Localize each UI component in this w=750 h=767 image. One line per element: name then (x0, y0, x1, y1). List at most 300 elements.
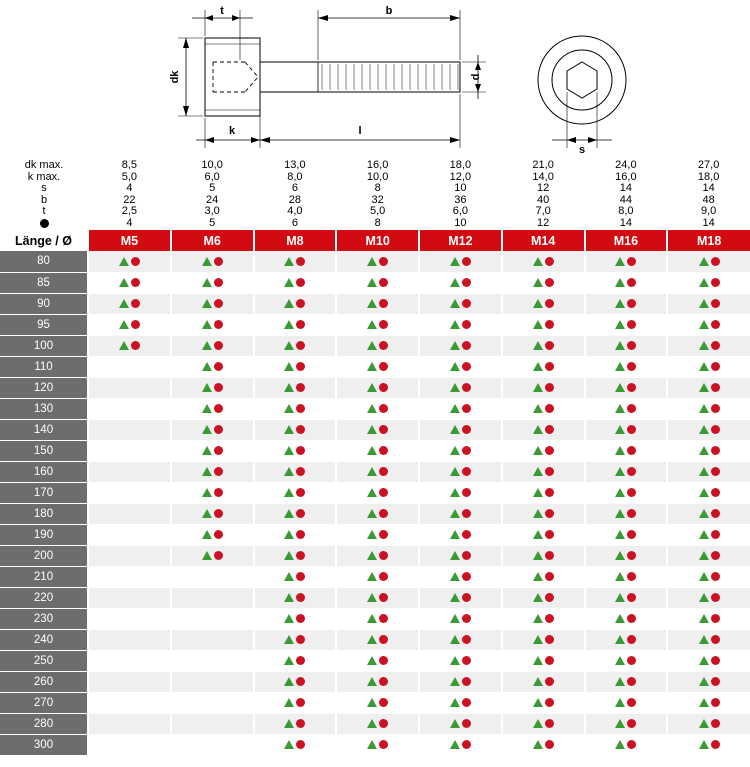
availability-cell[interactable] (667, 545, 750, 566)
dim-label-l: l (358, 125, 362, 137)
availability-cell[interactable] (171, 356, 254, 377)
circle-icon (214, 467, 223, 476)
circle-icon (296, 530, 305, 539)
circle-icon (711, 278, 720, 287)
table-row (0, 650, 750, 671)
availability-cell[interactable] (336, 734, 419, 755)
availability-cell[interactable] (585, 335, 668, 356)
availability-cell[interactable] (88, 335, 171, 356)
availability-cell[interactable] (585, 629, 668, 650)
availability-cell[interactable] (667, 566, 750, 587)
circle-icon (379, 320, 388, 329)
availability-cell[interactable] (88, 692, 171, 713)
table-row (0, 566, 750, 587)
availability-cell[interactable] (667, 272, 750, 293)
availability-cell[interactable] (419, 545, 502, 566)
availability-cell[interactable] (336, 251, 419, 272)
circle-icon (296, 383, 305, 392)
circle-icon (545, 383, 554, 392)
availability-cell[interactable] (171, 734, 254, 755)
triangle-icon (367, 509, 377, 518)
availability-cell[interactable] (585, 251, 668, 272)
availability-cell[interactable] (419, 440, 502, 461)
availability-cell[interactable] (419, 377, 502, 398)
triangle-icon (615, 257, 625, 266)
availability-cell[interactable] (585, 293, 668, 314)
availability-cell[interactable] (254, 671, 337, 692)
circle-icon (462, 488, 471, 497)
availability-cell[interactable] (419, 671, 502, 692)
triangle-icon (699, 467, 709, 476)
availability-cell[interactable] (667, 629, 750, 650)
table-row (0, 461, 750, 482)
triangle-icon (699, 257, 709, 266)
availability-cell[interactable] (336, 671, 419, 692)
availability-cell[interactable] (502, 251, 585, 272)
availability-cell[interactable] (171, 629, 254, 650)
availability-cell[interactable] (667, 734, 750, 755)
availability-cell[interactable] (171, 524, 254, 545)
availability-cell[interactable] (336, 524, 419, 545)
circle-icon (627, 656, 636, 665)
availability-cell[interactable] (502, 524, 585, 545)
availability-cell[interactable] (171, 293, 254, 314)
circle-icon (711, 425, 720, 434)
availability-cell[interactable] (585, 272, 668, 293)
triangle-icon (367, 467, 377, 476)
availability-cell[interactable] (171, 251, 254, 272)
availability-cell[interactable] (254, 356, 337, 377)
availability-cell[interactable] (88, 524, 171, 545)
length-label: 250 (0, 650, 88, 671)
availability-cell[interactable] (667, 419, 750, 440)
circle-icon (462, 425, 471, 434)
availability-cell[interactable] (585, 356, 668, 377)
availability-cell[interactable] (88, 440, 171, 461)
circle-icon (379, 257, 388, 266)
availability-cell[interactable] (88, 629, 171, 650)
availability-cell[interactable] (88, 377, 171, 398)
availability-cell[interactable] (171, 440, 254, 461)
availability-cell[interactable] (88, 545, 171, 566)
availability-cell[interactable] (419, 692, 502, 713)
availability-cell[interactable] (585, 650, 668, 671)
circle-icon (545, 614, 554, 623)
availability-cell[interactable] (667, 251, 750, 272)
triangle-icon (284, 341, 294, 350)
matrix-column-header-m8: M8 (254, 230, 337, 251)
availability-cell[interactable] (502, 734, 585, 755)
triangle-icon (367, 425, 377, 434)
triangle-icon (284, 551, 294, 560)
circle-icon (131, 257, 140, 266)
availability-cell[interactable] (254, 293, 337, 314)
availability-cell[interactable] (254, 419, 337, 440)
availability-cell[interactable] (419, 734, 502, 755)
circle-icon (627, 551, 636, 560)
availability-cell[interactable] (502, 587, 585, 608)
triangle-icon (615, 530, 625, 539)
circle-icon (627, 299, 636, 308)
circle-icon (711, 509, 720, 518)
circle-icon (627, 383, 636, 392)
triangle-icon (533, 425, 543, 434)
triangle-icon (450, 614, 460, 623)
availability-cell[interactable] (171, 545, 254, 566)
circle-icon (214, 341, 223, 350)
availability-cell[interactable] (502, 650, 585, 671)
triangle-icon (533, 509, 543, 518)
availability-cell[interactable] (336, 713, 419, 734)
circle-icon (379, 278, 388, 287)
availability-cell[interactable] (419, 461, 502, 482)
spec-value: 14,0 (532, 170, 554, 183)
availability-cell[interactable] (254, 335, 337, 356)
availability-cell[interactable] (419, 272, 502, 293)
availability-cell[interactable] (171, 335, 254, 356)
availability-cell[interactable] (254, 566, 337, 587)
triangle-icon (202, 530, 212, 539)
availability-cell[interactable] (254, 461, 337, 482)
availability-cell[interactable] (502, 377, 585, 398)
availability-cell[interactable] (171, 692, 254, 713)
availability-cell[interactable] (502, 566, 585, 587)
availability-cell[interactable] (171, 503, 254, 524)
availability-cell[interactable] (667, 671, 750, 692)
availability-cell[interactable] (502, 272, 585, 293)
availability-cell[interactable] (667, 335, 750, 356)
availability-cell[interactable] (667, 608, 750, 629)
availability-cell[interactable] (336, 419, 419, 440)
availability-cell[interactable] (667, 293, 750, 314)
availability-cell[interactable] (419, 629, 502, 650)
triangle-icon (367, 593, 377, 602)
triangle-icon (284, 614, 294, 623)
availability-cell[interactable] (254, 314, 337, 335)
availability-cell[interactable] (171, 314, 254, 335)
availability-cell[interactable] (419, 608, 502, 629)
circle-icon (379, 446, 388, 455)
availability-cell[interactable] (419, 251, 502, 272)
circle-icon (711, 467, 720, 476)
availability-cell[interactable] (585, 482, 668, 503)
availability-cell[interactable] (419, 482, 502, 503)
availability-cell[interactable] (254, 251, 337, 272)
availability-cell[interactable] (419, 503, 502, 524)
availability-cell[interactable] (88, 713, 171, 734)
spec-value: 40 (537, 193, 550, 206)
availability-cell[interactable] (336, 293, 419, 314)
availability-cell[interactable] (336, 440, 419, 461)
availability-cell[interactable] (254, 482, 337, 503)
availability-cell[interactable] (419, 293, 502, 314)
availability-cell[interactable] (88, 251, 171, 272)
availability-cell[interactable] (336, 545, 419, 566)
availability-cell[interactable] (502, 335, 585, 356)
availability-cell[interactable] (419, 419, 502, 440)
availability-cell[interactable] (585, 608, 668, 629)
availability-cell[interactable] (419, 524, 502, 545)
table-row (0, 293, 750, 314)
triangle-icon (615, 719, 625, 728)
availability-cell[interactable] (585, 314, 668, 335)
availability-cell[interactable] (502, 356, 585, 377)
availability-cell[interactable] (336, 482, 419, 503)
availability-cell[interactable] (336, 587, 419, 608)
spec-value: 16,0 (366, 159, 389, 171)
circle-icon (296, 614, 305, 623)
availability-cell[interactable] (171, 608, 254, 629)
availability-cell[interactable] (88, 734, 171, 755)
availability-cell[interactable] (419, 566, 502, 587)
availability-cell[interactable] (88, 419, 171, 440)
availability-cell[interactable] (502, 629, 585, 650)
availability-cell[interactable] (254, 629, 337, 650)
availability-cell[interactable] (336, 314, 419, 335)
technical-drawing (0, 0, 750, 160)
availability-cell[interactable] (502, 482, 585, 503)
availability-cell[interactable] (171, 713, 254, 734)
availability-cell[interactable] (88, 398, 171, 419)
availability-cell[interactable] (254, 272, 337, 293)
availability-cell[interactable] (254, 440, 337, 461)
availability-cell[interactable] (336, 272, 419, 293)
circle-icon (296, 467, 305, 476)
availability-cell[interactable] (171, 587, 254, 608)
availability-cell[interactable] (254, 524, 337, 545)
triangle-icon (615, 299, 625, 308)
availability-cell[interactable] (171, 671, 254, 692)
triangle-icon (533, 488, 543, 497)
bullet-icon (40, 219, 49, 228)
availability-cell[interactable] (502, 440, 585, 461)
availability-cell[interactable] (88, 314, 171, 335)
availability-cell[interactable] (419, 587, 502, 608)
availability-cell[interactable] (336, 566, 419, 587)
availability-cell[interactable] (585, 692, 668, 713)
availability-cell[interactable] (336, 650, 419, 671)
screw-drawing-svg (0, 0, 750, 160)
spec-value: 14 (619, 182, 632, 194)
circle-icon (627, 446, 636, 455)
availability-cell[interactable] (88, 587, 171, 608)
availability-cell[interactable] (171, 650, 254, 671)
availability-cell[interactable] (171, 461, 254, 482)
availability-cell[interactable] (254, 587, 337, 608)
availability-cell[interactable] (585, 461, 668, 482)
availability-cell[interactable] (88, 503, 171, 524)
spec-value: 48 (702, 193, 715, 206)
availability-cell[interactable] (502, 398, 585, 419)
availability-cell[interactable] (502, 461, 585, 482)
triangle-icon (367, 614, 377, 623)
triangle-icon (367, 488, 377, 497)
circle-icon (711, 656, 720, 665)
availability-cell[interactable] (171, 419, 254, 440)
availability-cell[interactable] (336, 335, 419, 356)
availability-cell[interactable] (585, 587, 668, 608)
triangle-icon (367, 446, 377, 455)
triangle-icon (615, 341, 625, 350)
circle-icon (545, 362, 554, 371)
availability-cell[interactable] (88, 293, 171, 314)
circle-icon (627, 509, 636, 518)
availability-cell[interactable] (88, 356, 171, 377)
availability-cell[interactable] (667, 461, 750, 482)
circle-icon (379, 719, 388, 728)
availability-cell[interactable] (88, 272, 171, 293)
triangle-icon (284, 425, 294, 434)
availability-cell[interactable] (585, 671, 668, 692)
availability-cell[interactable] (667, 377, 750, 398)
triangle-icon (699, 530, 709, 539)
availability-cell[interactable] (419, 356, 502, 377)
availability-cell[interactable] (254, 650, 337, 671)
availability-cell[interactable] (419, 335, 502, 356)
availability-cell[interactable] (254, 545, 337, 566)
dim-label-dk: dk (169, 70, 181, 84)
triangle-icon (202, 341, 212, 350)
availability-cell[interactable] (171, 482, 254, 503)
spec-value: 24,0 (615, 159, 637, 171)
availability-cell[interactable] (336, 692, 419, 713)
triangle-icon (284, 383, 294, 392)
availability-cell[interactable] (585, 566, 668, 587)
availability-cell[interactable] (585, 713, 668, 734)
availability-cell[interactable] (336, 398, 419, 419)
availability-cell[interactable] (88, 482, 171, 503)
availability-cell[interactable] (254, 377, 337, 398)
availability-cell[interactable] (254, 503, 337, 524)
availability-cell[interactable] (502, 314, 585, 335)
triangle-icon (367, 320, 377, 329)
availability-cell[interactable] (336, 629, 419, 650)
availability-cell[interactable] (88, 566, 171, 587)
availability-cell[interactable] (585, 419, 668, 440)
availability-cell[interactable] (88, 650, 171, 671)
availability-cell[interactable] (585, 734, 668, 755)
availability-cell[interactable] (502, 671, 585, 692)
availability-cell[interactable] (502, 545, 585, 566)
availability-cell[interactable] (88, 461, 171, 482)
triangle-icon (367, 530, 377, 539)
availability-cell[interactable] (502, 503, 585, 524)
triangle-icon (367, 635, 377, 644)
circle-icon (379, 698, 388, 707)
availability-cell[interactable] (254, 692, 337, 713)
circle-icon (545, 530, 554, 539)
availability-cell[interactable] (667, 524, 750, 545)
triangle-icon (367, 677, 377, 686)
circle-icon (545, 488, 554, 497)
triangle-icon (615, 362, 625, 371)
triangle-icon (450, 446, 460, 455)
triangle-icon (699, 362, 709, 371)
availability-cell[interactable] (667, 692, 750, 713)
circle-icon (711, 740, 720, 749)
spec-value: 21,0 (532, 159, 554, 171)
circle-icon (545, 509, 554, 518)
availability-cell[interactable] (171, 398, 254, 419)
availability-cell[interactable] (254, 713, 337, 734)
availability-cell[interactable] (585, 440, 668, 461)
table-row (0, 692, 750, 713)
availability-cell[interactable] (667, 356, 750, 377)
triangle-icon (450, 383, 460, 392)
circle-icon (462, 551, 471, 560)
availability-cell[interactable] (502, 692, 585, 713)
availability-cell[interactable] (254, 398, 337, 419)
availability-cell[interactable] (585, 503, 668, 524)
triangle-icon (615, 572, 625, 581)
availability-cell[interactable] (667, 587, 750, 608)
triangle-icon (533, 740, 543, 749)
availability-cell[interactable] (419, 650, 502, 671)
availability-cell[interactable] (667, 713, 750, 734)
triangle-icon (367, 551, 377, 560)
availability-cell[interactable] (667, 440, 750, 461)
availability-cell[interactable] (585, 545, 668, 566)
triangle-icon (202, 362, 212, 371)
spec-value: 10,0 (201, 159, 223, 171)
availability-cell[interactable] (667, 650, 750, 671)
circle-icon (214, 509, 223, 518)
triangle-icon (284, 257, 294, 266)
circle-icon (711, 341, 720, 350)
availability-cell[interactable] (88, 608, 171, 629)
availability-cell[interactable] (419, 398, 502, 419)
availability-cell[interactable] (419, 713, 502, 734)
availability-cell[interactable] (585, 524, 668, 545)
circle-icon (462, 383, 471, 392)
availability-cell[interactable] (502, 713, 585, 734)
availability-cell[interactable] (667, 314, 750, 335)
availability-cell[interactable] (667, 398, 750, 419)
availability-cell[interactable] (336, 608, 419, 629)
triangle-icon (533, 383, 543, 392)
availability-cell[interactable] (667, 503, 750, 524)
circle-icon (627, 320, 636, 329)
availability-cell[interactable] (502, 608, 585, 629)
availability-cell[interactable] (171, 377, 254, 398)
availability-cell[interactable] (502, 419, 585, 440)
availability-cell[interactable] (254, 734, 337, 755)
triangle-icon (450, 362, 460, 371)
availability-cell[interactable] (336, 356, 419, 377)
availability-cell[interactable] (502, 293, 585, 314)
availability-cell[interactable] (419, 314, 502, 335)
circle-icon (545, 446, 554, 455)
circle-icon (379, 341, 388, 350)
triangle-icon (699, 446, 709, 455)
availability-cell[interactable] (336, 461, 419, 482)
availability-cell[interactable] (171, 566, 254, 587)
availability-cell[interactable] (254, 608, 337, 629)
availability-cell[interactable] (336, 377, 419, 398)
circle-icon (462, 698, 471, 707)
circle-icon (627, 698, 636, 707)
circle-icon (131, 341, 140, 350)
availability-cell[interactable] (336, 503, 419, 524)
availability-cell[interactable] (585, 398, 668, 419)
availability-cell[interactable] (88, 671, 171, 692)
triangle-icon (284, 509, 294, 518)
availability-cell[interactable] (667, 482, 750, 503)
availability-cell[interactable] (171, 272, 254, 293)
availability-cell[interactable] (585, 377, 668, 398)
circle-icon (627, 341, 636, 350)
matrix-column-header-m12: M12 (419, 230, 502, 251)
